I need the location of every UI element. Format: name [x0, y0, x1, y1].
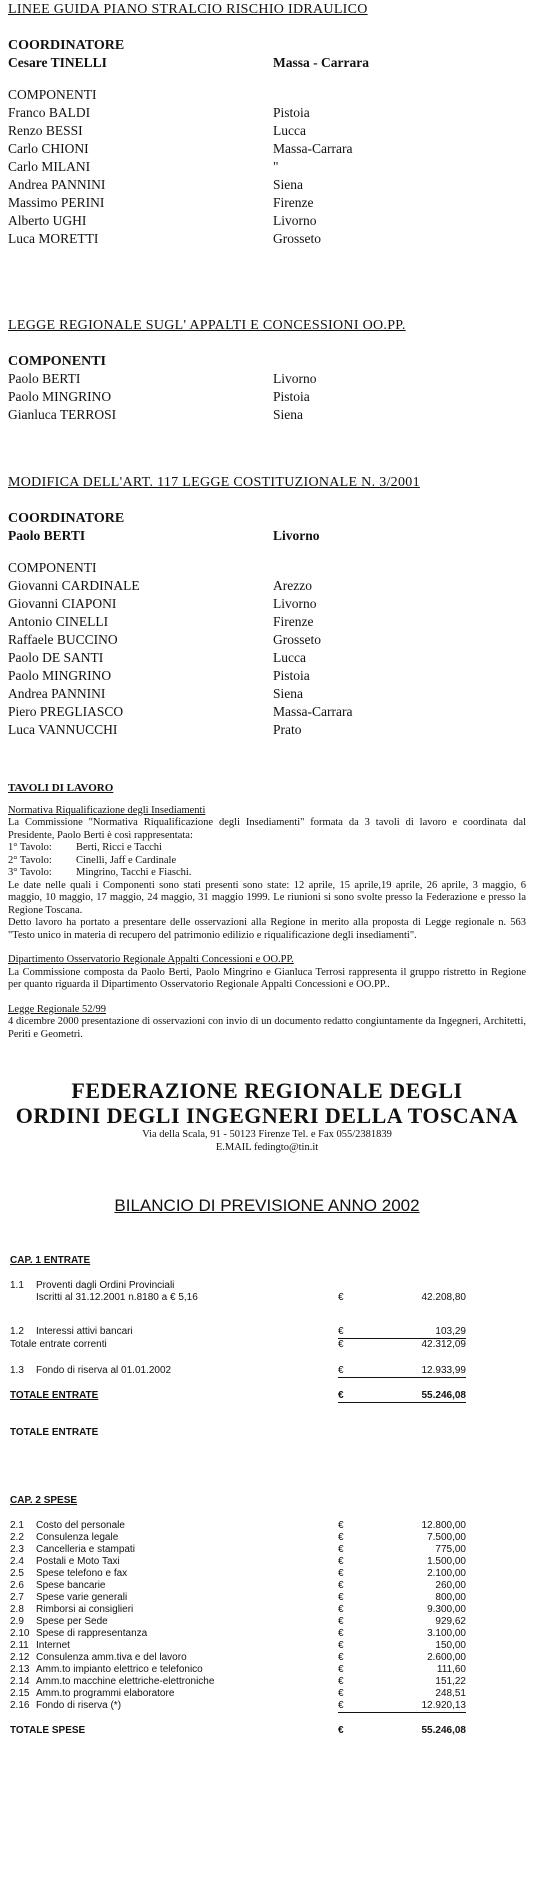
- section-tavoli-lavoro: [8, 782, 526, 1041]
- spese-row: [10, 1556, 526, 1568]
- section-heading: MODIFICA DELL'ART. 117 LEGGE COSTITUZIONALE N. 3/2001: [8, 475, 420, 490]
- row-number: 2.7: [10, 1592, 24, 1603]
- member-row: [8, 703, 526, 721]
- row-amount: 2.600,00: [427, 1652, 466, 1663]
- member-name: Franco BALDI: [8, 105, 91, 120]
- spese-row: [10, 1640, 526, 1652]
- member-city: Lucca: [273, 650, 306, 665]
- spese-grand-total: [10, 1725, 526, 1737]
- members-title-text: COMPONENTI: [8, 560, 97, 575]
- row-amount: 800,00: [435, 1592, 466, 1603]
- letterhead: [8, 1078, 526, 1154]
- member-row: [8, 212, 526, 230]
- table-row: [8, 867, 526, 880]
- member-name: Paolo MINGRINO: [8, 389, 112, 404]
- budget-title-text: BILANCIO DI PREVISIONE ANNO 2002: [114, 1196, 420, 1215]
- spese-row: [10, 1544, 526, 1556]
- spese-row: [10, 1700, 526, 1713]
- row-currency: €: [338, 1568, 344, 1579]
- member-name: Giovanni CIAPONI: [8, 596, 117, 611]
- row-amount: 775,00: [435, 1544, 466, 1555]
- member-name: Paolo DE SANTI: [8, 650, 104, 665]
- spese-row: [10, 1676, 526, 1688]
- row-label: Iscritti al 31.12.2001 n.8180 a € 5,16: [36, 1292, 198, 1303]
- member-city: Grosseto: [273, 632, 321, 647]
- row-amount: 9.300,00: [427, 1604, 466, 1615]
- member-city: Pistoia: [273, 389, 310, 404]
- member-name: Paolo BERTI: [8, 371, 81, 386]
- row-amount: 2.100,00: [427, 1568, 466, 1579]
- entrate-row: [10, 1292, 526, 1304]
- coordinator-name: Paolo BERTI: [8, 528, 86, 543]
- member-name: Carlo CHIONI: [8, 141, 89, 156]
- row-label: Fondo di riserva (*): [36, 1700, 122, 1711]
- row-number: 1.2: [10, 1326, 24, 1337]
- paragraph: Le date nelle quali i Componenti sono stati presenti sono state: 12 aprile, 15 aprile,19 aprile, 26 aprile, 3 maggio, 6 maggio, 10 maggio, 17 maggio, 24 maggio, 31 maggio 1999. Le riunioni si sono svolte presso la Federazione e presso la Regione Toscana.: [8, 879, 526, 916]
- row-amount: 7.500,00: [427, 1532, 466, 1543]
- row-number: 2.2: [10, 1532, 24, 1543]
- coordinator-city: Livorno: [273, 528, 320, 543]
- row-currency: €: [338, 1544, 344, 1555]
- spese-row: [10, 1520, 526, 1532]
- row-number: 2.13: [10, 1664, 30, 1675]
- row-number: 2.15: [10, 1688, 30, 1699]
- member-city: Siena: [273, 407, 303, 422]
- member-row: [8, 649, 526, 667]
- entrate-total-repeat: TOTALE ENTRATE: [10, 1427, 99, 1438]
- row-label: Amm.to programmi elaboratore: [36, 1688, 175, 1699]
- paragraph: Detto lavoro ha portato a presentare delle osservazioni alla Regione in merito alla proposta di Legge regionale n. 563 "Testo unico in materia di recupero del patrimonio edilizio e riqualificazione degli insediamenti".: [8, 917, 526, 941]
- coordinator-city: Massa - Carrara: [273, 55, 369, 70]
- entrate-row: [10, 1280, 526, 1292]
- subsection-title: Dipartimento Osservatorio Regionale Appalti Concessioni e OO.PP.: [8, 954, 294, 965]
- spese-row: [10, 1580, 526, 1592]
- row-number: 2.8: [10, 1604, 24, 1615]
- coordinator-row: [8, 527, 526, 545]
- member-name: Massimo PERINI: [8, 195, 105, 210]
- member-row: [8, 122, 526, 140]
- member-city: Livorno: [273, 596, 317, 611]
- member-name: Raffaele BUCCINO: [8, 632, 118, 647]
- entrate-row: [10, 1326, 526, 1339]
- row-number: 2.1: [10, 1520, 24, 1531]
- coordinator-title: COORDINATORE: [8, 38, 125, 53]
- member-name: Piero PREGLIASCO: [8, 704, 124, 719]
- row-currency: €: [338, 1339, 344, 1350]
- row-label: Internet: [36, 1640, 70, 1651]
- member-name: Andrea PANNINI: [8, 686, 106, 701]
- section-heading: LINEE GUIDA PIANO STRALCIO RISCHIO IDRAULICO: [8, 2, 368, 17]
- row-label: Costo del personale: [36, 1520, 125, 1531]
- member-name: Renzo BESSI: [8, 123, 83, 138]
- row-label: Interessi attivi bancari: [36, 1326, 133, 1337]
- spese-row: [10, 1616, 526, 1628]
- member-city: Firenze: [273, 195, 314, 210]
- federation-title-line2: ORDINI DEGLI INGEGNERI DELLA TOSCANA: [15, 1103, 519, 1128]
- row-currency: €: [338, 1390, 400, 1403]
- member-city: Massa-Carrara: [273, 704, 353, 719]
- member-name: Carlo MILANI: [8, 159, 91, 174]
- row-label: Amm.to macchine elettriche-elettroniche: [36, 1676, 215, 1687]
- entrate-total-correnti: [10, 1339, 526, 1351]
- table-members: Mingrino, Tacchi e Fiaschi.: [76, 867, 192, 878]
- member-row: [8, 721, 526, 739]
- budget-title: [8, 1196, 526, 1216]
- member-row: [8, 685, 526, 703]
- row-label: Spese telefono e fax: [36, 1568, 128, 1579]
- row-label: Postali e Moto Taxi: [36, 1556, 120, 1567]
- row-currency: €: [338, 1292, 344, 1303]
- row-label: Fondo di riserva al 01.01.2002: [36, 1365, 172, 1376]
- member-city: Grosseto: [273, 231, 321, 246]
- paragraph: La Commissione "Normativa Riqualificazione degli Insediamenti" formata da 3 tavoli di lavoro e coordinata dal Presidente, Paolo Berti è così rappresentata:: [8, 817, 526, 841]
- row-label: Totale entrate correnti: [10, 1339, 107, 1350]
- row-amount: 151,22: [435, 1676, 466, 1687]
- table-label: 1° Tavolo:: [8, 842, 52, 853]
- member-city: Pistoia: [273, 105, 310, 120]
- subsection-title: Legge Regionale 52/99: [8, 1003, 106, 1015]
- spese-row: [10, 1568, 526, 1580]
- row-label: Amm.to impianto elettrico e telefonico: [36, 1664, 203, 1675]
- row-currency: €: [338, 1676, 344, 1687]
- entrate-row: [10, 1365, 526, 1378]
- member-row: [8, 388, 526, 406]
- members-list: [8, 104, 526, 248]
- member-city: Pistoia: [273, 668, 310, 683]
- row-label: Spese per Sede: [36, 1616, 108, 1627]
- member-name: Luca MORETTI: [8, 231, 99, 246]
- spese-row: [10, 1604, 526, 1616]
- table-label: 3° Tavolo:: [8, 867, 52, 878]
- row-amount: 55.246,08: [421, 1725, 466, 1736]
- section-linee-guida: [8, 2, 526, 248]
- row-amount: 248,51: [435, 1688, 466, 1699]
- row-number: 2.3: [10, 1544, 24, 1555]
- row-currency: €: [338, 1580, 344, 1591]
- row-amount: 150,00: [435, 1640, 466, 1651]
- row-label: Consulenza amm.tiva e del lavoro: [36, 1652, 187, 1663]
- row-currency: €: [338, 1652, 344, 1663]
- row-amount: 3.100,00: [427, 1628, 466, 1639]
- row-number: 2.12: [10, 1652, 30, 1663]
- members-title: [8, 86, 526, 104]
- row-amount: 103,29: [400, 1326, 466, 1339]
- row-currency: €: [338, 1532, 344, 1543]
- subsection-title: Normativa Riqualificazione degli Insediamenti: [8, 804, 206, 816]
- row-currency: €: [338, 1700, 400, 1713]
- row-currency: €: [338, 1520, 344, 1531]
- row-amount: 929,62: [435, 1616, 466, 1627]
- row-currency: €: [338, 1688, 344, 1699]
- row-amount: 42.312,09: [421, 1339, 466, 1350]
- row-amount: 12.800,00: [421, 1520, 466, 1531]
- row-amount: 55.246,08: [400, 1390, 466, 1403]
- row-currency: €: [338, 1725, 344, 1736]
- row-amount: 12.920,13: [400, 1700, 466, 1713]
- row-label: Spese varie generali: [36, 1592, 128, 1603]
- table-row: [8, 842, 526, 855]
- coordinator-row: [8, 54, 526, 72]
- paragraph: La Commissione composta da Paolo Berti, Paolo Mingrino e Gianluca Terrosi rappresenta il gruppo ristretto in Regione per quanto riguarda il Dipartimento Osservatorio Regionale Appalti Concessioni e OO.PP..: [8, 966, 526, 990]
- row-number: 2.9: [10, 1616, 24, 1627]
- spese-row: [10, 1688, 526, 1700]
- members-title: [8, 559, 526, 577]
- spese-row: [10, 1664, 526, 1676]
- member-name: Giovanni CARDINALE: [8, 578, 140, 593]
- entrate-grand-total: [10, 1390, 526, 1403]
- row-label: Spese di rappresentanza: [36, 1628, 148, 1639]
- member-row: [8, 595, 526, 613]
- federation-title-line1: FEDERAZIONE REGIONALE DEGLI: [71, 1078, 463, 1103]
- spese-list: [10, 1520, 526, 1713]
- row-amount: 111,60: [436, 1664, 466, 1675]
- member-row: [8, 631, 526, 649]
- row-label: TOTALE SPESE: [10, 1725, 86, 1736]
- members-list: [8, 370, 526, 424]
- section-legge-appalti: [8, 318, 526, 424]
- federation-address: Via della Scala, 91 - 50123 Firenze Tel. e Fax 055/2381839: [142, 1129, 392, 1140]
- table-members: Berti, Ricci e Tacchi: [76, 842, 162, 853]
- member-city: Arezzo: [273, 578, 312, 593]
- spese-row: [10, 1592, 526, 1604]
- entrate-heading: CAP. 1 ENTRATE: [10, 1255, 91, 1266]
- table-label: 2° Tavolo:: [8, 854, 52, 866]
- spese-row: [10, 1652, 526, 1664]
- row-number: 2.11: [10, 1640, 29, 1651]
- budget-entrate: [10, 1255, 526, 1438]
- row-number: 2.4: [10, 1556, 24, 1567]
- row-label: Spese bancarie: [36, 1580, 106, 1591]
- member-name: Paolo MINGRINO: [8, 668, 112, 683]
- row-number: 2.6: [10, 1580, 24, 1591]
- row-number: 1.3: [10, 1365, 24, 1376]
- section-modifica-art117: [8, 475, 526, 739]
- member-row: [8, 667, 526, 685]
- member-row: [8, 370, 526, 388]
- members-title-text: COMPONENTI: [8, 87, 97, 102]
- row-label: Cancelleria e stampati: [36, 1544, 135, 1555]
- member-row: [8, 140, 526, 158]
- tables-list: [8, 842, 526, 880]
- row-label: Consulenza legale: [36, 1532, 119, 1543]
- member-city: Firenze: [273, 614, 314, 629]
- spese-row: [10, 1532, 526, 1544]
- row-label: Rimborsi ai consiglieri: [36, 1604, 134, 1615]
- member-city: Siena: [273, 177, 303, 192]
- row-currency: €: [338, 1640, 344, 1651]
- paragraph: 4 dicembre 2000 presentazione di osservazioni con invio di un documento redatto congiuntamente da Ingegneri, Architetti, Periti e Geometri.: [8, 1016, 526, 1040]
- member-row: [8, 577, 526, 595]
- federation-email: E.MAIL fedingto@tin.it: [215, 1142, 319, 1153]
- row-currency: €: [338, 1604, 344, 1615]
- row-amount: 1.500,00: [427, 1556, 466, 1567]
- member-city: Prato: [273, 722, 302, 737]
- row-amount: 260,00: [435, 1580, 466, 1591]
- row-currency: €: [338, 1592, 344, 1603]
- row-currency: €: [338, 1628, 344, 1639]
- section-heading: LEGGE REGIONALE SUGL' APPALTI E CONCESSIONI OO.PP.: [8, 318, 406, 333]
- member-row: [8, 406, 526, 424]
- row-currency: €: [338, 1556, 344, 1567]
- member-row: [8, 194, 526, 212]
- row-currency: €: [338, 1616, 344, 1627]
- spese-heading: CAP. 2 SPESE: [10, 1495, 78, 1506]
- row-amount: 42.208,80: [421, 1292, 466, 1303]
- spese-row: [10, 1628, 526, 1640]
- member-name: Antonio CINELLI: [8, 614, 109, 629]
- member-row: [8, 158, 526, 176]
- row-currency: €: [338, 1365, 400, 1378]
- member-city: ": [273, 159, 279, 174]
- section-heading: TAVOLI DI LAVORO: [8, 782, 114, 794]
- row-number: 1.1: [10, 1280, 24, 1291]
- member-name: Alberto UGHI: [8, 213, 87, 228]
- member-name: Andrea PANNINI: [8, 177, 106, 192]
- row-number: 2.16: [10, 1700, 30, 1711]
- row-currency: €: [338, 1326, 400, 1339]
- member-city: Massa-Carrara: [273, 141, 353, 156]
- member-row: [8, 230, 526, 248]
- member-city: Livorno: [273, 371, 317, 386]
- member-row: [8, 613, 526, 631]
- coordinator-name: Cesare TINELLI: [8, 55, 107, 70]
- row-number: 2.5: [10, 1568, 24, 1579]
- member-name: Luca VANNUCCHI: [8, 722, 118, 737]
- member-row: [8, 176, 526, 194]
- member-city: Lucca: [273, 123, 306, 138]
- member-city: Livorno: [273, 213, 317, 228]
- table-members: Cinelli, Jaff e Cardinale: [76, 854, 177, 866]
- member-city: Siena: [273, 686, 303, 701]
- table-row: [8, 855, 526, 868]
- member-row: [8, 104, 526, 122]
- coordinator-title: COORDINATORE: [8, 511, 125, 526]
- member-name: Gianluca TERROSI: [8, 407, 117, 422]
- budget-spese: [10, 1495, 526, 1737]
- row-currency: €: [338, 1664, 344, 1675]
- row-amount: 12.933,99: [400, 1365, 466, 1378]
- row-number: 2.10: [10, 1628, 30, 1639]
- members-title: COMPONENTI: [8, 354, 106, 369]
- row-number: 2.14: [10, 1676, 30, 1687]
- row-label: TOTALE ENTRATE: [10, 1390, 99, 1401]
- row-label: Proventi dagli Ordini Provinciali: [36, 1280, 175, 1291]
- members-list: [8, 577, 526, 739]
